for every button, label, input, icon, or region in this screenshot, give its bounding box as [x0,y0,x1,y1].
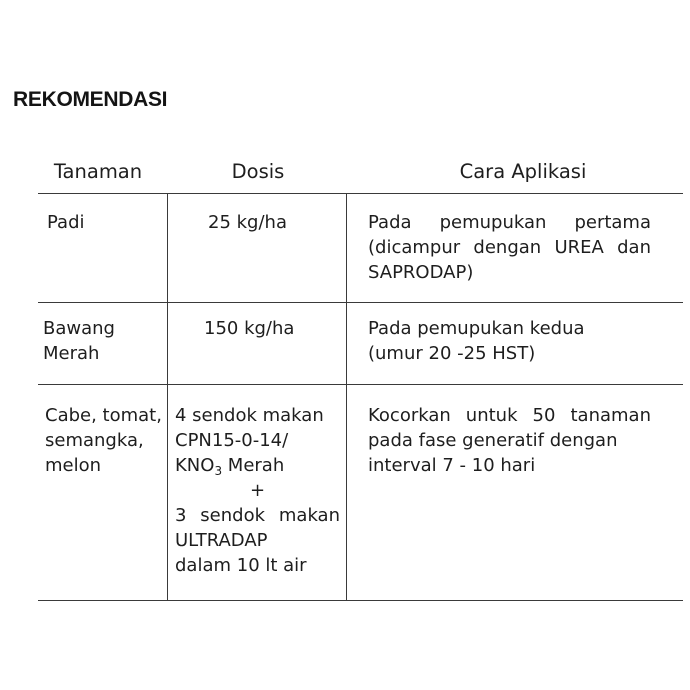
row-3-tanaman-line-1: Cabe, tomat, [45,405,162,426]
row-3-tanaman-line-2: semangka, [45,430,144,451]
row-1-cara-aplikasi [368,210,651,285]
row-2-tanaman-line-1: Bawang [43,318,115,339]
row-3-dosis-line-3 [175,453,340,478]
row-2-cara-line-2: (umur 20 -25 HST) [368,343,536,364]
header-dosis: Dosis [231,160,285,183]
row-3-dosis-line-2: CPN15-0-14/ [175,430,289,451]
row-2-cara-aplikasi [368,316,585,366]
row-3-dosis-line-7: dalam 10 lt air [175,555,307,576]
row-3-dosis-line-1: 4 sendok makan [175,405,324,426]
row-1-cara-line-1: Pada pemupukan pertama [368,212,651,233]
row-3-cara-aplikasi [368,403,651,478]
table-bottom-rule [38,600,683,601]
kno-formula: KNO [175,455,215,476]
row-2-tanaman-line-2: Merah [43,343,100,364]
row-1-tanaman-line-1: Padi [47,212,85,233]
column-divider-1 [167,193,168,601]
row-3-tanaman [45,403,162,478]
row-3-cara-line-1: Kocorkan untuk 50 tanaman [368,405,651,426]
row-3-cara-line-3: interval 7 - 10 hari [368,455,536,476]
row-divider-2 [38,384,683,385]
header-cara-aplikasi: Cara Aplikasi [459,160,587,183]
row-2-tanaman [43,316,115,366]
row-3-dosis-line-6: ULTRADAP [175,530,268,551]
row-1-dosis-line-1: 25 kg/ha [208,212,287,233]
row-1-dosis [208,210,287,235]
row-2-cara-line-1: Pada pemupukan kedua [368,318,585,339]
kno-subscript: 3 [214,464,223,478]
page-title: REKOMENDASI [13,88,168,111]
column-divider-2 [346,193,347,601]
row-2-dosis [204,316,294,341]
row-1-tanaman [47,210,85,235]
row-3-dosis [175,403,340,578]
row-1-cara-line-3: SAPRODAP) [368,262,474,283]
header-divider [38,193,683,194]
row-3-dosis-plus: + [249,480,266,501]
row-3-dosis-line-5: 3 sendok makan [175,505,340,526]
recommendation-table [38,150,683,601]
header-tanaman: Tanaman [53,160,143,183]
row-3-cara-line-2: pada fase generatif dengan [368,430,618,451]
row-1-cara-line-2: (dicampur dengan UREA dan [368,237,651,258]
kno-suffix: Merah [222,455,285,476]
row-divider-1 [38,302,683,303]
row-2-dosis-line-1: 150 kg/ha [204,318,295,339]
row-3-tanaman-line-3: melon [45,455,102,476]
